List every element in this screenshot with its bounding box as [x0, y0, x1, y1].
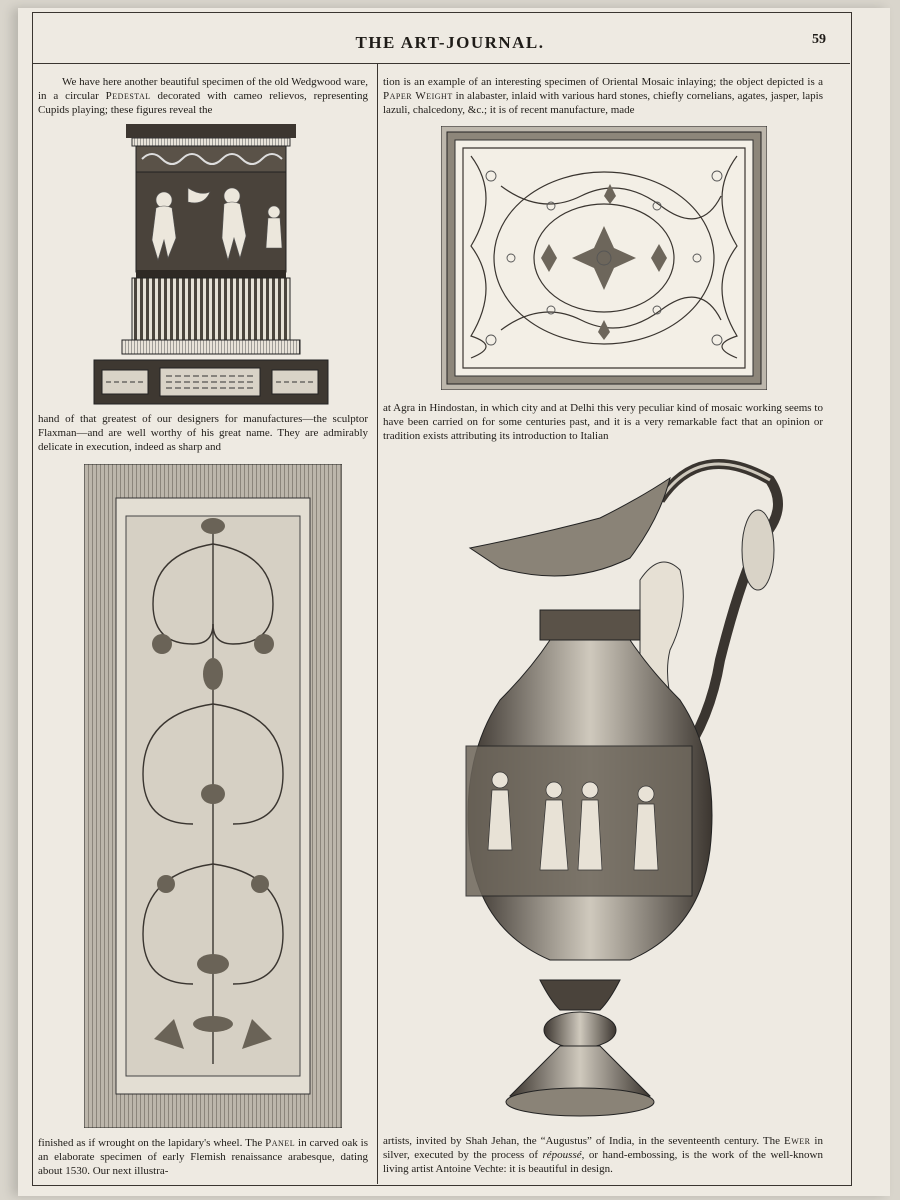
left-paragraph-3: finished as if wrought on the lapidary's wheel. The Panel in carved oak is an elaborate specimen of early Flemish renaissance arabesque, dating about 1530. Our next illustra- [38, 1137, 368, 1177]
journal-title: THE ART-JOURNAL. [355, 33, 545, 52]
column-rule [377, 64, 378, 1184]
ewer-illustration [430, 440, 792, 1126]
left-paragraph-1: We have here another beautiful specimen of the old Wedgwood ware, in a circular Pedestal decorated with cameo relievos, representing Cupids playing; these figures reveal the [38, 76, 368, 116]
left-paragraph-2: hand of that greatest of our designers for manufactures—the sculptor Flaxman—and are well worthy of his great name. They are admirably delicate in execution, indeed as sharp and [38, 413, 368, 453]
header-rule [32, 63, 850, 64]
paper-weight-illustration [441, 126, 767, 390]
right-paragraph-1: tion is an example of an interesting specimen of Oriental Mosaic inlaying; the object depicted is a Paper Weight in alabaster, inlaid with various hard stones, chiefly cornelians, agates, jasper, lapis lazuli, chalcedony, &c.; it is of recent manufacture, made [383, 76, 823, 116]
right-paragraph-2: at Agra in Hindostan, in which city and at Delhi this very peculiar kind of mosaic working seems to have been carried on for some centuries past, and it is a very remarkable fact that an opinion or tradition exists attributing its introduction to Italian [383, 402, 823, 442]
right-paragraph-3: artists, invited by Shah Jehan, the “Augustus” of India, in the seventeenth century. The Ewer in silver, executed by the process of répoussé, or hand-embossing, is the work of the well-known living artist Antoine Vechte: it is beautiful in design. [383, 1135, 823, 1175]
oak-panel-illustration [84, 464, 342, 1128]
pedestal-illustration [92, 122, 330, 408]
page-number: 59 [812, 32, 826, 47]
